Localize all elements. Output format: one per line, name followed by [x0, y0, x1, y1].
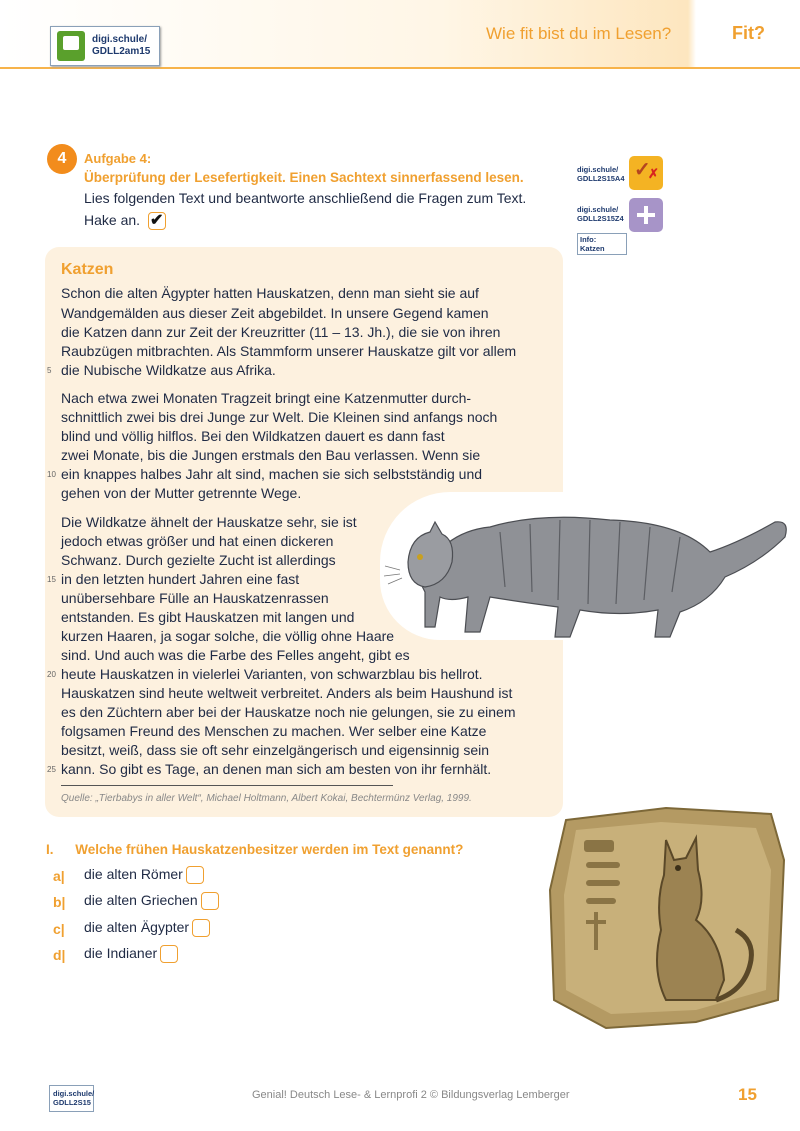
text-line: besitzt, weiß, dass sie oft sehr einzelgängerisch und eigensinnig sein	[61, 742, 490, 758]
header-divider	[0, 67, 800, 69]
task-instruction-2	[84, 212, 166, 230]
page-number: 15	[738, 1085, 757, 1104]
question-title	[46, 842, 463, 857]
option-d	[84, 945, 178, 963]
footer-code-line1: digi.schule/	[53, 1089, 95, 1098]
side-link1-line1: digi.schule/	[577, 165, 619, 174]
option-letter: c|	[53, 921, 65, 937]
task-title: Aufgabe 4:	[84, 151, 152, 166]
side-link-code-a4[interactable]	[577, 165, 625, 183]
line-number: 20	[47, 670, 56, 679]
code-line1: digi.schule/	[92, 34, 148, 45]
option-text: die Indianer	[84, 945, 158, 961]
egyptian-cat-relief-image	[546, 800, 786, 1032]
info-topic: Katzen	[580, 244, 605, 253]
option-a-checkbox[interactable]	[186, 866, 204, 884]
text-line: sind. Und auch was die Farbe des Felles angeht, gibt es	[61, 647, 410, 663]
code-line2: GDLL2am15	[92, 46, 151, 57]
option-b	[84, 892, 219, 910]
text-line: kurzen Haaren, ja sogar solche, die völlig ohne Haare	[61, 628, 395, 644]
text-line: Raubzügen mitbrachten. Als Stammform unserer Hauskatze gilt vor allem	[61, 343, 517, 359]
text-line: blind und völlig hilflos. Bei den Wildkatzen dauert es dann fast	[61, 428, 445, 444]
plus-extra-icon[interactable]	[629, 198, 663, 232]
line-number: 5	[47, 366, 52, 375]
task-number-badge: 4	[47, 144, 77, 174]
question-numeral: I.	[46, 842, 54, 857]
digi-schule-code-box[interactable]	[50, 26, 160, 66]
hake-an-label: Hake an.	[84, 212, 141, 228]
text-line: kann. So gibt es Tage, an denen man sich am besten von ihr fernhält.	[61, 761, 492, 777]
line-number: 25	[47, 765, 56, 774]
text-line: folgsamen Freund des Menschen zu machen. Wer selber eine Katze	[61, 723, 487, 739]
side-link1-line2: GDLL2S15A4	[577, 174, 625, 183]
text-title: Katzen	[61, 261, 114, 278]
option-letter: a|	[53, 868, 65, 884]
text-line: Schwanz. Durch gezielte Zucht ist allerdings	[61, 552, 336, 568]
text-line: ein knappes halbes Jahr alt sind, machen sie sich selbstständig und	[61, 466, 483, 482]
cat-illustration-area	[380, 492, 800, 640]
option-letter: d|	[53, 947, 66, 963]
option-letter: b|	[53, 894, 66, 910]
option-c	[84, 919, 210, 937]
line-number: 10	[47, 470, 56, 479]
text-line: die Katzen dann zur Zeit der Kreuzritter (11 – 13. Jh.), die sie von ihren	[61, 324, 501, 340]
text-line: zwei Monate, bis die Jungen erstmals den Bau verlassen. Wenn sie	[61, 447, 481, 463]
text-line: Hauskatzen sind heute weltweit verbreitet. Anders als beim Haushund ist	[61, 685, 513, 701]
option-text: die alten Römer	[84, 866, 183, 882]
side-link2-line1: digi.schule/	[577, 205, 619, 214]
info-label: Info:	[580, 235, 597, 244]
text-line: heute Hauskatzen in vielerlei Varianten, von schwarzblau bis hellrot.	[61, 666, 483, 682]
text-line: jedoch etwas größer und hat einen dickeren	[61, 533, 334, 549]
checkmark-example-icon	[148, 212, 166, 230]
source-divider	[61, 785, 393, 786]
text-line: Schon die alten Ägypter hatten Hauskatzen, denn man sieht sie auf	[61, 285, 479, 301]
text-line: unübersehbare Fülle an Hauskatzenrassen	[61, 590, 329, 606]
fit-badge: Fit?	[732, 23, 765, 43]
footer-code-line2: GDLL2S15	[53, 1098, 91, 1107]
text-line: die Nubische Wildkatze aus Afrika.	[61, 362, 276, 378]
question-text: Welche frühen Hauskatzenbesitzer werden im Text genannt?	[75, 842, 464, 857]
text-line: Die Wildkatze ähnelt der Hauskatze sehr, sie ist	[61, 514, 357, 530]
line-number: 15	[47, 575, 56, 584]
digi-schule-logo-icon	[57, 31, 85, 61]
source-citation: Quelle: „Tierbabys in aller Welt“, Michael Holtmann, Albert Kokai, Bechtermünz Verlag, 1999.	[61, 793, 472, 804]
task-instruction: Lies folgenden Text und beantworte anschließend die Fragen zum Text.	[84, 190, 527, 206]
side-link-code-z4[interactable]	[577, 205, 624, 223]
option-c-checkbox[interactable]	[192, 919, 210, 937]
walking-cat-illustration	[380, 492, 800, 640]
option-text: die alten Griechen	[84, 892, 198, 908]
text-line: schnittlich zwei bis drei Junge zur Welt. Die Kleinen sind anfangs noch	[61, 409, 498, 425]
option-d-checkbox[interactable]	[160, 945, 178, 963]
option-b-checkbox[interactable]	[201, 892, 219, 910]
option-text: die alten Ägypter	[84, 919, 190, 935]
check-symbol: ✔	[149, 212, 164, 230]
text-line: es den Züchtern aber bei der Hauskatze noch nie gelungen, sie zu einem	[61, 704, 516, 720]
text-line: entstanden. Es gibt Hauskatzen mit langen und	[61, 609, 355, 625]
page-title: Wie fit bist du im Lesen?	[486, 24, 672, 43]
side-link2-line2: GDLL2S15Z4	[577, 214, 624, 223]
option-a	[84, 866, 204, 884]
text-line: Wandgemälden aus dieser Zeit abgebildet. In unsere Gegend kamen	[61, 305, 489, 321]
text-line: Nach etwa zwei Monaten Tragzeit bringt eine Katzenmutter durch-	[61, 390, 472, 406]
text-line: in den letzten hundert Jahren eine fast	[61, 571, 300, 587]
digi-schule-code	[92, 34, 150, 58]
text-line: gehen von der Mutter getrennte Wege.	[61, 485, 302, 501]
info-katzen-link[interactable]	[577, 233, 627, 255]
self-check-icon[interactable]	[629, 156, 663, 190]
footer-code-box[interactable]	[49, 1085, 94, 1112]
footer-publisher: Genial! Deutsch Lese- & Lernprofi 2 © Bildungsverlag Lemberger	[252, 1089, 570, 1101]
task-subtitle: Überprüfung der Lesefertigkeit. Einen Sachtext sinnerfassend lesen.	[84, 170, 524, 185]
